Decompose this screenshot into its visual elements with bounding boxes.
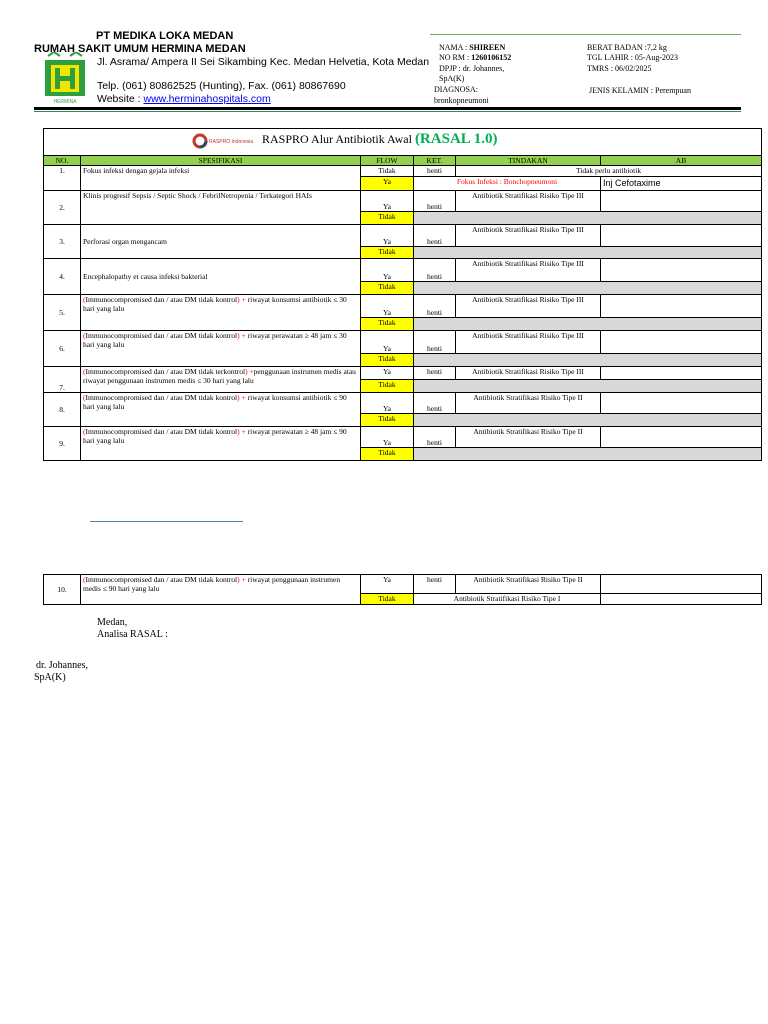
col-header-tindakan: TINDAKAN — [456, 156, 601, 166]
table-row-sub: Tidak — [44, 212, 762, 225]
footer-city: Medan, — [97, 617, 128, 628]
table-row: 4. Encephalopathy et causa infeksi bakterial Ya henti Antibiotik Stratifikasi Risiko Tipe III — [44, 259, 762, 282]
col-header-no: NO. — [44, 156, 81, 166]
company-name: PT MEDIKA LOKA MEDAN — [96, 30, 234, 42]
col-header-spesifikasi: SPESIFIKASI — [81, 156, 361, 166]
row-tindakan-a: Tidak perlu antibiotik — [456, 166, 762, 177]
raspro-logo-icon — [191, 132, 253, 152]
table-row: 7. (Immunocompromised dan / atau DM tidak terkontrol) +penggunaan instrumen medis atau riwayat penggunaan instrumen medis ≤ 30 hari yang lalu Ya henti Antibiotik Stratifikasi Risiko Tipe III — [44, 367, 762, 380]
svg-text:HERMINA: HERMINA — [53, 99, 77, 104]
hospital-address: Jl. Asrama/ Ampera II Sei Sikambing Kec. Medan Helvetia, Kota Medan — [97, 56, 430, 68]
patient-top-rule — [430, 34, 741, 35]
patient-diagnosa-label: DIAGNOSA: — [434, 85, 478, 94]
row-ab: Inj Cefotaxime — [601, 177, 762, 191]
header-divider — [34, 107, 741, 110]
table-row-sub: Tidak — [44, 354, 762, 367]
table-row: 9. (Immunocompromised dan / atau DM tidak kontrol) + riwayat perawatan ≥ 48 jam ≤ 90 hari yang lalu Ya henti Antibiotik Stratifikasi Risiko Tipe II — [44, 427, 762, 448]
patient-weight: BERAT BADAN :7,2 kg — [587, 43, 667, 52]
col-header-flow: FLOW — [361, 156, 414, 166]
table-row — [44, 166, 762, 177]
patient-birthdate: TGL LAHIR : 05-Aug-2023 — [587, 53, 679, 62]
col-header-ket: KET. — [414, 156, 456, 166]
table-row-sub: Tidak — [44, 247, 762, 259]
hospital-website — [97, 93, 271, 105]
table-row: 3. Perforasi organ mengancam Ya henti Antibiotik Stratifikasi Risiko Tipe III — [44, 225, 762, 247]
table-title-row — [44, 129, 762, 156]
table-row: 10. (Immunocompromised dan / atau DM tidak kontrol) + riwayat penggunaan instrumen medis ≤ 90 hari yang lalu Ya henti Antibiotik Stratifikasi Risiko Tipe II — [44, 575, 762, 594]
patient-diagnosa-value: bronkopneumoni — [434, 96, 489, 105]
patient-dpjp: DPJP : dr. Johannes, — [439, 64, 505, 73]
header-divider-green — [34, 111, 741, 112]
footer-doctor-title: SpA(K) — [34, 672, 66, 683]
svg-text:RASPRO Indonesia: RASPRO Indonesia — [209, 139, 253, 145]
row-tindakan-b: Fokus Infeksi : Bonchopneumoni — [414, 177, 601, 191]
hospital-name: RUMAH SAKIT UMUM HERMINA MEDAN — [34, 43, 246, 55]
col-header-ab: AB — [601, 156, 762, 166]
table-row-sub: Tidak — [44, 282, 762, 295]
rasal-table — [43, 128, 762, 461]
row-spec: Fokus infeksi dengan gejala infeksi — [81, 166, 361, 191]
row-ket-a: henti — [414, 166, 456, 177]
website-link[interactable]: www.herminahospitals.com — [143, 93, 271, 105]
table-row-sub: Tidak Antibiotik Stratifikasi Risiko Tipe I — [44, 594, 762, 605]
website-label: Website : — [97, 93, 144, 105]
patient-gender: JENIS KELAMIN : Perempuan — [589, 86, 691, 95]
table-row: 5. (Immunocompromised dan / atau DM tidak kontrol) + riwayat konsumsi antibiotik ≤ 30 hari yang lalu Ya henti Antibiotik Stratifikasi Risiko Tipe III — [44, 295, 762, 318]
table-row-sub: Tidak — [44, 380, 762, 393]
row-flow-b: Ya — [361, 177, 414, 191]
footer-analisa: Analisa RASAL : — [97, 629, 168, 640]
hospital-phone: Telp. (061) 80862525 (Hunting), Fax. (061) 80867690 — [97, 80, 346, 92]
table-row: 2. Klinis progresif Sepsis / Septic Shock / FebrilNetropenia / Terkategori HAIs Ya henti Antibiotik Stratifikasi Risiko Tipe III — [44, 191, 762, 212]
patient-dpjp-title: SpA(K) — [439, 74, 465, 83]
table-header-row — [44, 156, 762, 166]
patient-admission-date: TMRS : 06/02/2025 — [587, 64, 652, 73]
rasal-table-continued — [43, 574, 762, 605]
row-no: 1. — [44, 166, 81, 191]
row-flow-a: Tidak — [361, 166, 414, 177]
table-row: 8. (Immunocompromised dan / atau DM tidak kontrol) + riwayat konsumsi antibiotik ≤ 90 hari yang lalu Ya henti Antibiotik Stratifikasi Risiko Tipe II — [44, 393, 762, 414]
table-row-sub: Tidak — [44, 414, 762, 427]
patient-name: NAMA : SHIREEN — [439, 43, 506, 52]
table-title: RASPRO Alur Antibiotik Awal (RASAL 1.0) — [262, 131, 498, 147]
footer-doctor-name: dr. Johannes, — [36, 660, 88, 671]
table-row-sub: Tidak — [44, 318, 762, 331]
hospital-logo-icon — [42, 52, 88, 104]
table-row: 6. (Immunocompromised dan / atau DM tidak kontrol) + riwayat perawatan ≥ 48 jam ≤ 30 hari yang lalu Ya henti Antibiotik Stratifikasi Risiko Tipe III — [44, 331, 762, 354]
table-row-sub: Tidak — [44, 448, 762, 461]
patient-record-number: NO RM : 1260106152 — [439, 53, 512, 62]
section-separator — [90, 521, 243, 522]
